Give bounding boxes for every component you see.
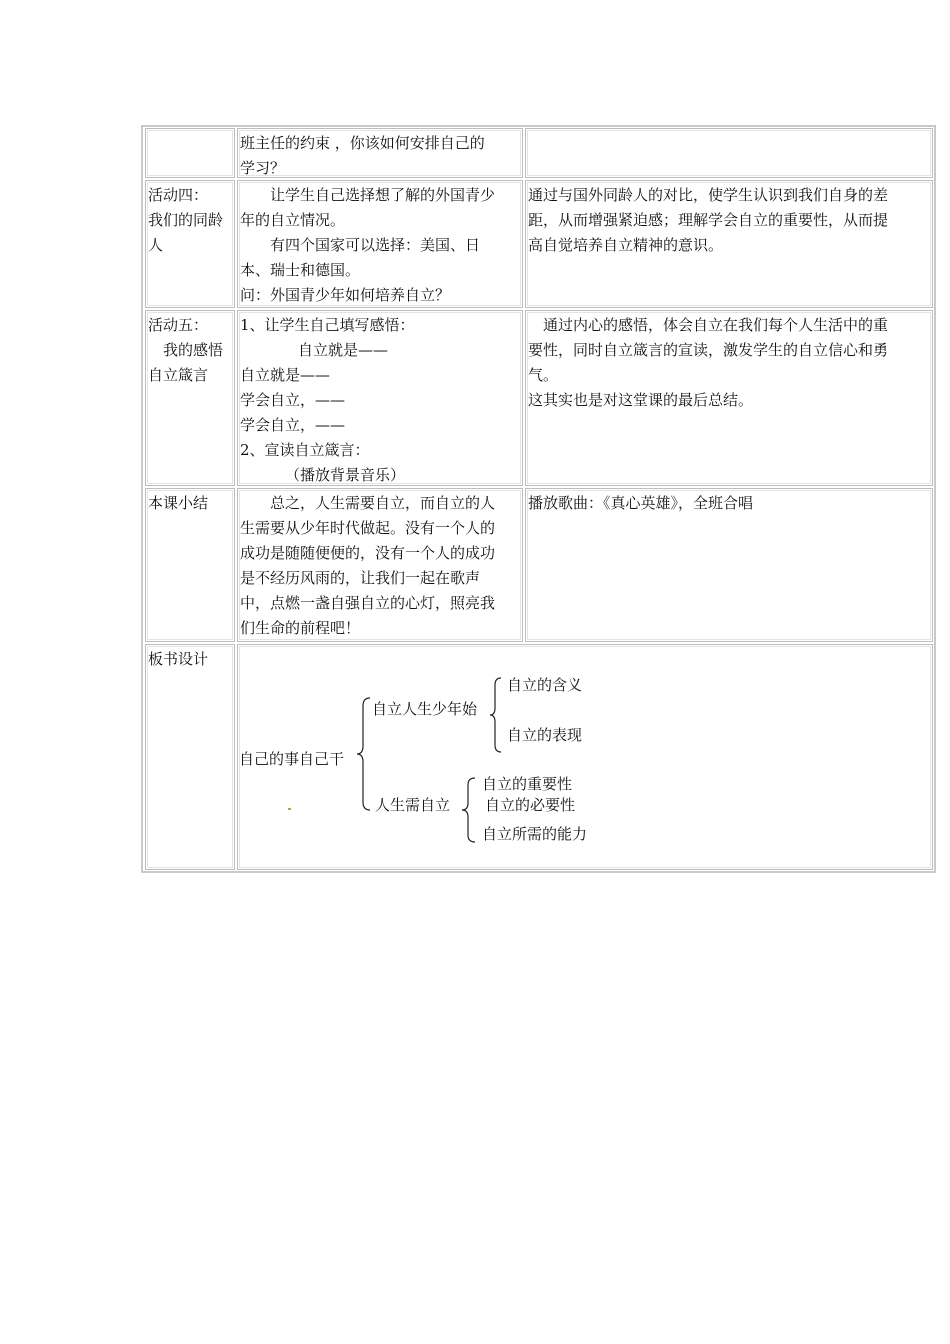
row-2-label-cell (145, 310, 235, 486)
row-1-intent-cell (525, 180, 933, 308)
row-0-label-cell (145, 128, 235, 178)
row-2-label-line: 我的感悟 (163, 341, 224, 359)
row-3-intent-cell (525, 488, 933, 642)
row-3-process-line: 成功是随随便便的，没有一个人的成功 (240, 544, 496, 562)
board-label: 板书设计 (148, 650, 209, 668)
branch2-item: 自立的必要性 (485, 796, 576, 814)
row-1-process-line: 有四个国家可以选择：美国、日 (270, 236, 481, 254)
branch2-brace-icon (461, 776, 477, 844)
row-1-process-cell (237, 180, 523, 308)
row-2-intent-line: 要性，同时自立箴言的宣读，激发学生的自立信心和勇 (528, 341, 889, 359)
row-1-intent-line: 距，从而增强紧迫感；理解学会自立的重要性，从而提 (528, 211, 889, 229)
row-3-label-line: 本课小结 (148, 494, 209, 512)
board-root-label: 自己的事自己干 (239, 750, 345, 768)
branch1-item: 自立的表现 (507, 726, 583, 744)
row-3-process-line: 总之，人生需要自立，而自立的人 (270, 494, 496, 512)
row-1-process-line: 本、瑞士和德国。 (240, 261, 361, 279)
row-2-process-line: 自立就是—— (298, 341, 389, 359)
row-2-process-line: 自立就是—— (240, 366, 331, 384)
row-0-process-line: 学习？ (240, 159, 286, 177)
row-3-process-line: 生需要从少年时代做起。没有一个人的 (240, 519, 496, 537)
row-2-process-line: 2、宣读自立箴言： (240, 441, 370, 459)
row-1-label-line: 人 (148, 236, 164, 254)
branch1-label: 自立人生少年始 (372, 700, 478, 718)
row-1-process-line: 年的自立情况。 (240, 211, 346, 229)
row-3-intent-line: 播放歌曲：《真心英雄》，全班合唱 (528, 494, 754, 512)
main-brace-icon (356, 696, 372, 812)
row-1-label-line: 我们的同龄 (148, 211, 224, 229)
stray-mark (288, 808, 291, 810)
row-3-process-line: 们生命的前程吧！ (240, 619, 361, 637)
branch1-brace-icon (489, 676, 503, 754)
row-3-label-cell (145, 488, 235, 642)
row-0-process-cell (237, 128, 523, 178)
row-1-process-line: 让学生自己选择想了解的外国青少 (270, 186, 496, 204)
row-2-process-cell (237, 310, 523, 486)
row-3-process-line: 是不经历风雨的，让我们一起在歌声 (240, 569, 481, 587)
board-label-cell (145, 644, 235, 870)
row-3-process-line: 中，点燃一盏自强自立的心灯，照亮我 (240, 594, 496, 612)
row-2-label-line: 自立箴言 (148, 366, 209, 384)
row-2-intent-line: 这其实也是对这堂课的最后总结。 (528, 391, 754, 409)
row-2-label-line: 活动五： (148, 316, 209, 334)
row-1-label-line: 活动四： (148, 186, 209, 204)
row-2-process-line: 学会自立，—— (240, 416, 346, 434)
row-2-process-line: 1、让学生自己填写感悟： (240, 316, 415, 334)
branch2-item: 自立所需的能力 (482, 825, 588, 843)
row-2-intent-cell (525, 310, 933, 486)
row-0-intent-cell (525, 128, 933, 178)
row-0-process-line: 班主任的约束 ，你该如何安排自己的 (240, 134, 485, 152)
row-2-process-line: 学会自立，—— (240, 391, 346, 409)
branch1-item: 自立的含义 (507, 676, 583, 694)
row-2-intent-line: 通过内心的感悟，体会自立在我们每个人生活中的重 (543, 316, 889, 334)
branch2-label: 人生需自立 (375, 796, 451, 814)
row-2-process-line: （播放背景音乐） (285, 466, 406, 484)
row-1-intent-line: 通过与国外同龄人的对比，使学生认识到我们自身的差 (528, 186, 889, 204)
row-1-intent-line: 高自觉培养自立精神的意识。 (528, 236, 724, 254)
row-1-label-cell (145, 180, 235, 308)
row-1-process-line: 问：外国青少年如何培养自立？ (240, 286, 451, 304)
branch2-item: 自立的重要性 (482, 775, 573, 793)
row-3-process-cell (237, 488, 523, 642)
row-2-intent-line: 气。 (528, 366, 559, 384)
